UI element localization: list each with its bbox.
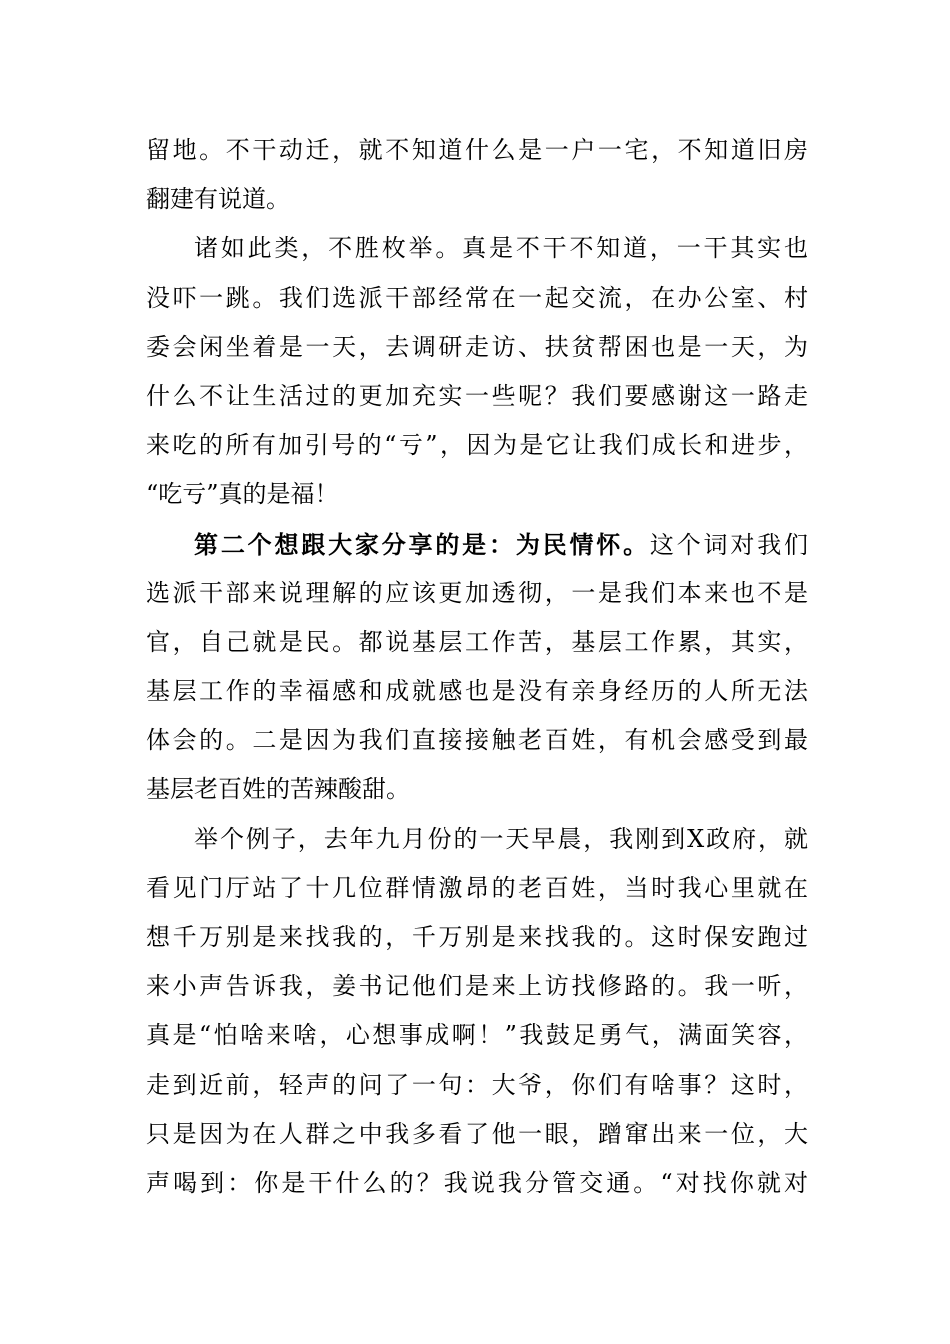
text-line: 官，自己就是民。都说基层工作苦，基层工作累，其实， (146, 627, 808, 656)
text-line: 走到近前，轻声的问了一句：大爷，你们有啥事？这时， (146, 1070, 808, 1099)
body-text (146, 126, 808, 1208)
text-line: 真是“怕啥来啥，心想事成啊！”我鼓足勇气，满面笑容， (146, 1021, 808, 1050)
text-line: 翻建有说道。 (146, 185, 290, 214)
text-line: 委会闲坐着是一天，去调研走访、扶贫帮困也是一天，为 (146, 332, 808, 361)
paragraph-first-line (146, 520, 808, 569)
text-line: 想千万别是来找我的，千万别是来找我的。这时保安跑过 (146, 923, 808, 951)
text-line: 选派干部来说理解的应该更加透彻，一是我们本来也不是 (146, 578, 808, 607)
text-line: 基层老百姓的苦辣酸甜。 (146, 775, 410, 804)
text-line: 体会的。二是因为我们直接接触老百姓，有机会感受到最 (146, 726, 808, 755)
section-heading: 第二个想跟大家分享的是：为民情怀。 (194, 529, 650, 559)
text-line: 来吃的所有加引号的“亏”，因为是它让我们成长和进步， (146, 431, 808, 460)
text-line: 看见门厅站了十几位群情激昂的老百姓，当时我心里就在 (146, 873, 808, 902)
text-line: “吃亏”真的是福！ (146, 480, 339, 509)
text-line: 没吓一跳。我们选派干部经常在一起交流，在办公室、村 (146, 283, 808, 312)
text-line: 留地。不干动迁，就不知道什么是一户一宅，不知道旧房 (146, 136, 808, 164)
text-line: 什么不让生活过的更加充实一些呢？我们要感谢这一路走 (146, 381, 808, 410)
heading-continuation: 这个词对我们 (649, 530, 809, 559)
text-line: 基层工作的幸福感和成就感也是没有亲身经历的人所无法 (146, 677, 808, 706)
text-line: 声喝到：你是干什么的？我说我分管交通。“对找你就对 (146, 1168, 808, 1197)
paragraph-first-line: 举个例子，去年九月份的一天早晨，我刚到X政府，就 (194, 824, 808, 853)
text-line: 来小声告诉我，姜书记他们是来上访找修路的。我一听， (146, 972, 808, 1001)
text-line: 只是因为在人群之中我多看了他一眼，蹭窜出来一位，大 (146, 1119, 808, 1148)
paragraph-first-line: 诸如此类，不胜枚举。真是不干不知道，一干其实也 (194, 234, 808, 263)
